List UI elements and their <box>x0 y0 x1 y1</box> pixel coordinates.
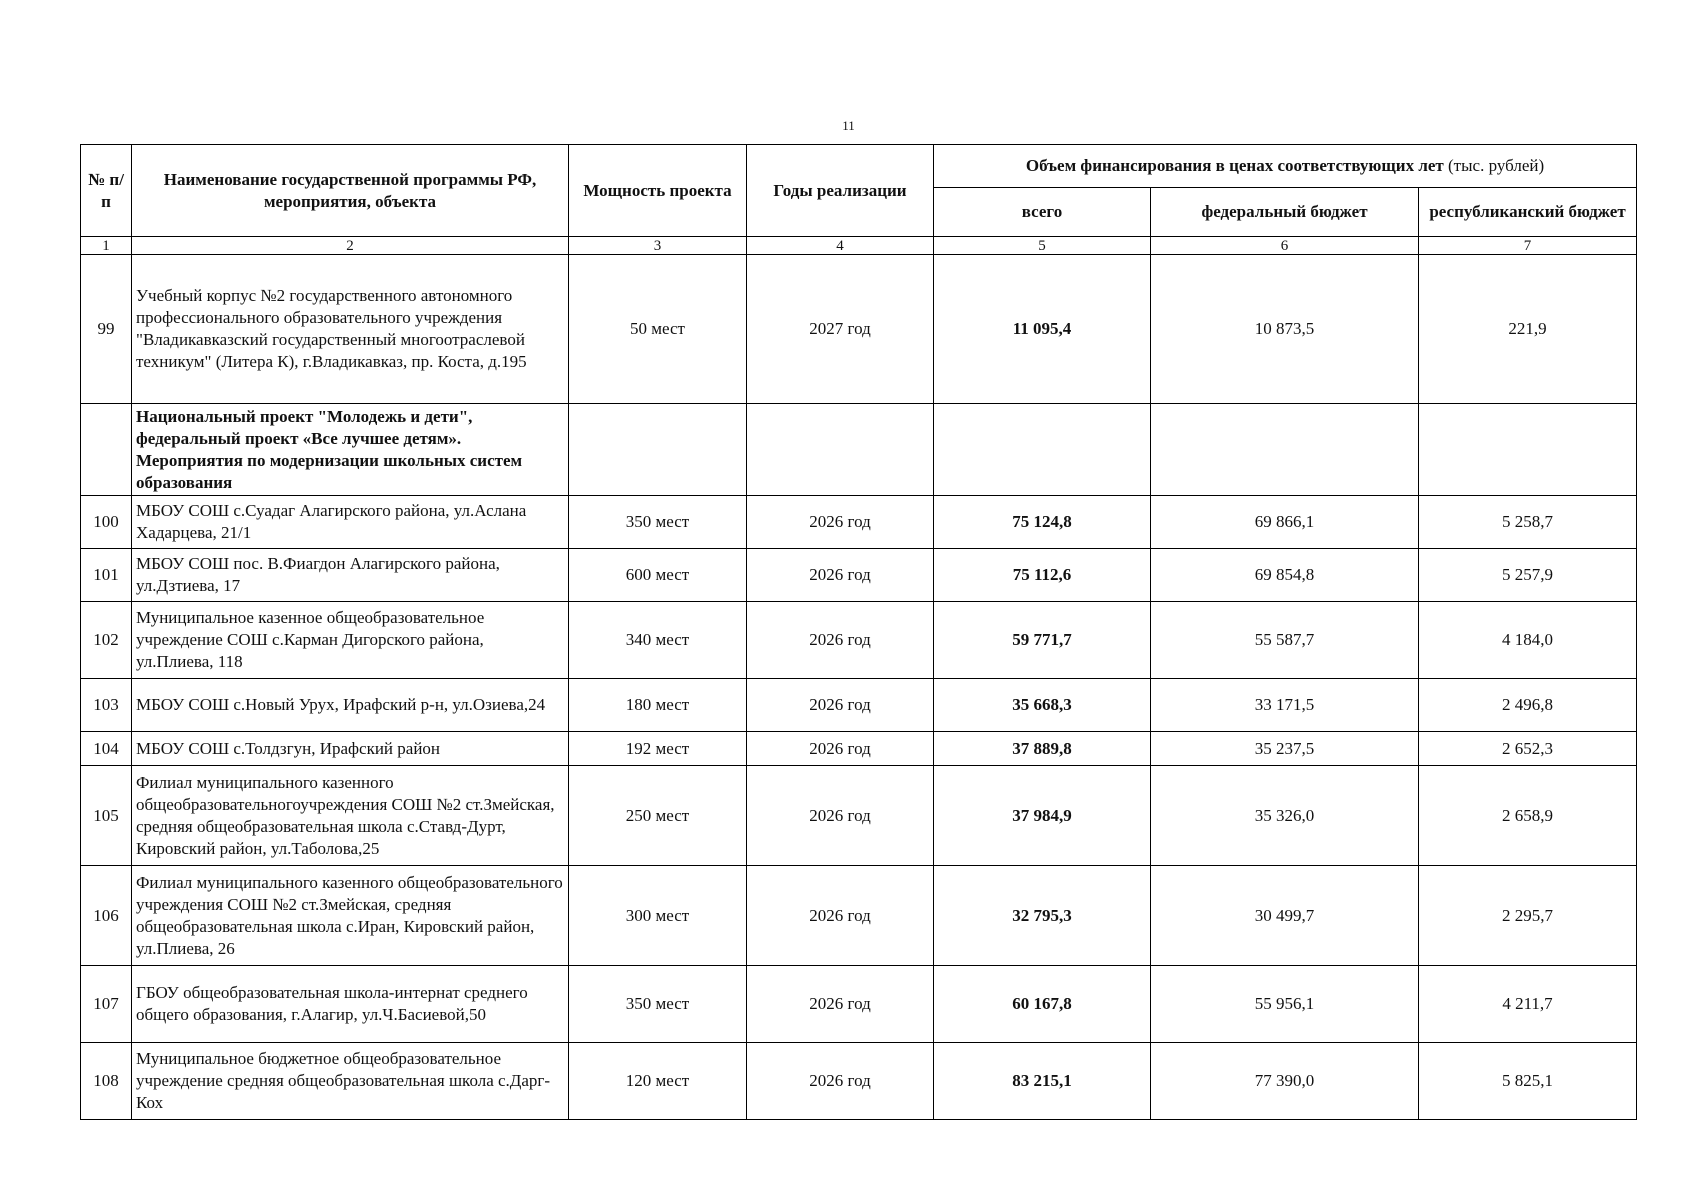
row-total: 75 112,6 <box>934 549 1151 602</box>
row-federal: 30 499,7 <box>1151 866 1419 966</box>
row-republic: 2 496,8 <box>1419 679 1637 732</box>
row-total: 60 167,8 <box>934 966 1151 1043</box>
header-name: Наименование государственной программы РФ, мероприятия, объекта <box>132 145 569 237</box>
table-row <box>81 766 1637 866</box>
table-row <box>81 602 1637 679</box>
table-row <box>81 549 1637 602</box>
row-years: 2026 год <box>747 866 934 966</box>
row-federal: 35 326,0 <box>1151 766 1419 866</box>
page-number: 11 <box>842 118 855 133</box>
header-federal: федеральный бюджет <box>1151 188 1419 237</box>
column-numbers-row <box>81 237 1637 255</box>
row-republic <box>1419 404 1637 496</box>
row-name: Муниципальное казенное общеобразовательное учреждение СОШ с.Карман Дигорского района, ул.Плиева, 118 <box>132 602 569 679</box>
row-num: 106 <box>81 866 132 966</box>
row-republic: 5 257,9 <box>1419 549 1637 602</box>
row-total <box>934 404 1151 496</box>
row-total: 59 771,7 <box>934 602 1151 679</box>
row-total: 35 668,3 <box>934 679 1151 732</box>
row-years: 2026 год <box>747 679 934 732</box>
row-republic: 2 652,3 <box>1419 732 1637 766</box>
row-federal: 77 390,0 <box>1151 1043 1419 1120</box>
header-funding-title: Объем финансирования в ценах соответствующих лет <box>1025 156 1444 175</box>
row-republic: 4 184,0 <box>1419 602 1637 679</box>
row-years: 2026 год <box>747 732 934 766</box>
row-num: 100 <box>81 496 132 549</box>
row-num: 103 <box>81 679 132 732</box>
row-name: Учебный корпус №2 государственного автономного профессионального образовательного учреждения "Владикавказский государственный многоотраслевой техникум" (Литера К), г.Владикавказ, пр. Коста, д.195 <box>132 255 569 404</box>
row-capacity: 350 мест <box>569 966 747 1043</box>
column-number: 6 <box>1151 237 1419 255</box>
row-name: МБОУ СОШ с.Суадаг Алагирского района, ул.Аслана Хадарцева, 21/1 <box>132 496 569 549</box>
row-years: 2026 год <box>747 966 934 1043</box>
table-row <box>81 966 1637 1043</box>
table-row <box>81 866 1637 966</box>
row-total: 37 984,9 <box>934 766 1151 866</box>
row-num: 101 <box>81 549 132 602</box>
row-republic: 5 825,1 <box>1419 1043 1637 1120</box>
row-name: Муниципальное бюджетное общеобразовательное учреждение средняя общеобразовательная школа с.Дарг-Кох <box>132 1043 569 1120</box>
row-federal: 35 237,5 <box>1151 732 1419 766</box>
row-capacity: 600 мест <box>569 549 747 602</box>
row-years: 2026 год <box>747 766 934 866</box>
row-name: Филиал муниципального казенного общеобразовательногоучреждения СОШ №2 ст.Змейская, средняя общеобразовательная школа с.Ставд-Дурт, Кировский район, ул.Таболова,25 <box>132 766 569 866</box>
row-num: 104 <box>81 732 132 766</box>
row-capacity: 250 мест <box>569 766 747 866</box>
row-republic: 2 658,9 <box>1419 766 1637 866</box>
row-name: МБОУ СОШ пос. В.Фиагдон Алагирского района, ул.Дзтиева, 17 <box>132 549 569 602</box>
header-capacity: Мощность проекта <box>569 145 747 237</box>
header-funding-unit: (тыс. рублей) <box>1448 156 1545 175</box>
row-years: 2026 год <box>747 1043 934 1120</box>
row-name: Филиал муниципального казенного общеобразовательного учреждения СОШ №2 ст.Змейская, средняя общеобразовательная школа с.Иран, Кировский район, ул.Плиева, 26 <box>132 866 569 966</box>
column-number: 4 <box>747 237 934 255</box>
column-number: 7 <box>1419 237 1637 255</box>
row-republic: 221,9 <box>1419 255 1637 404</box>
row-years: 2026 год <box>747 496 934 549</box>
row-federal: 10 873,5 <box>1151 255 1419 404</box>
header-total: всего <box>934 188 1151 237</box>
row-federal <box>1151 404 1419 496</box>
row-total: 75 124,8 <box>934 496 1151 549</box>
table-row <box>81 679 1637 732</box>
row-capacity: 120 мест <box>569 1043 747 1120</box>
section-row <box>81 404 1637 496</box>
row-years: 2026 год <box>747 549 934 602</box>
row-num: 105 <box>81 766 132 866</box>
row-name: МБОУ СОШ с.Новый Урух, Ирафский р-н, ул.Озиева,24 <box>132 679 569 732</box>
row-capacity: 350 мест <box>569 496 747 549</box>
table-row <box>81 1043 1637 1120</box>
row-federal: 33 171,5 <box>1151 679 1419 732</box>
row-capacity: 50 мест <box>569 255 747 404</box>
row-capacity: 192 мест <box>569 732 747 766</box>
table-row <box>81 496 1637 549</box>
row-capacity: 300 мест <box>569 866 747 966</box>
row-num <box>81 404 132 496</box>
column-number: 3 <box>569 237 747 255</box>
column-number: 1 <box>81 237 132 255</box>
column-number: 2 <box>132 237 569 255</box>
row-capacity <box>569 404 747 496</box>
header-num: № п/п <box>81 145 132 237</box>
row-federal: 69 854,8 <box>1151 549 1419 602</box>
financing-table <box>80 144 1637 1120</box>
row-years <box>747 404 934 496</box>
row-federal: 69 866,1 <box>1151 496 1419 549</box>
row-total: 37 889,8 <box>934 732 1151 766</box>
row-years: 2026 год <box>747 602 934 679</box>
row-capacity: 180 мест <box>569 679 747 732</box>
row-federal: 55 956,1 <box>1151 966 1419 1043</box>
header-years: Годы реализации <box>747 145 934 237</box>
row-total: 83 215,1 <box>934 1043 1151 1120</box>
column-number: 5 <box>934 237 1151 255</box>
row-name: МБОУ СОШ с.Толдзгун, Ирафский район <box>132 732 569 766</box>
row-republic: 4 211,7 <box>1419 966 1637 1043</box>
header-republic: республиканский бюджет <box>1419 188 1637 237</box>
row-federal: 55 587,7 <box>1151 602 1419 679</box>
table-row <box>81 732 1637 766</box>
row-total: 32 795,3 <box>934 866 1151 966</box>
row-num: 99 <box>81 255 132 404</box>
section-title: Национальный проект "Молодежь и дети", федеральный проект «Все лучшее детям». Мероприятия по модернизации школьных систем образования <box>132 404 569 496</box>
row-num: 107 <box>81 966 132 1043</box>
table-row <box>81 255 1637 404</box>
row-num: 102 <box>81 602 132 679</box>
header-funding <box>934 145 1637 188</box>
row-name: ГБОУ общеобразовательная школа-интернат среднего общего образования, г.Алагир, ул.Ч.Басиевой,50 <box>132 966 569 1043</box>
row-capacity: 340 мест <box>569 602 747 679</box>
row-num: 108 <box>81 1043 132 1120</box>
row-total: 11 095,4 <box>934 255 1151 404</box>
row-years: 2027 год <box>747 255 934 404</box>
row-republic: 5 258,7 <box>1419 496 1637 549</box>
row-republic: 2 295,7 <box>1419 866 1637 966</box>
